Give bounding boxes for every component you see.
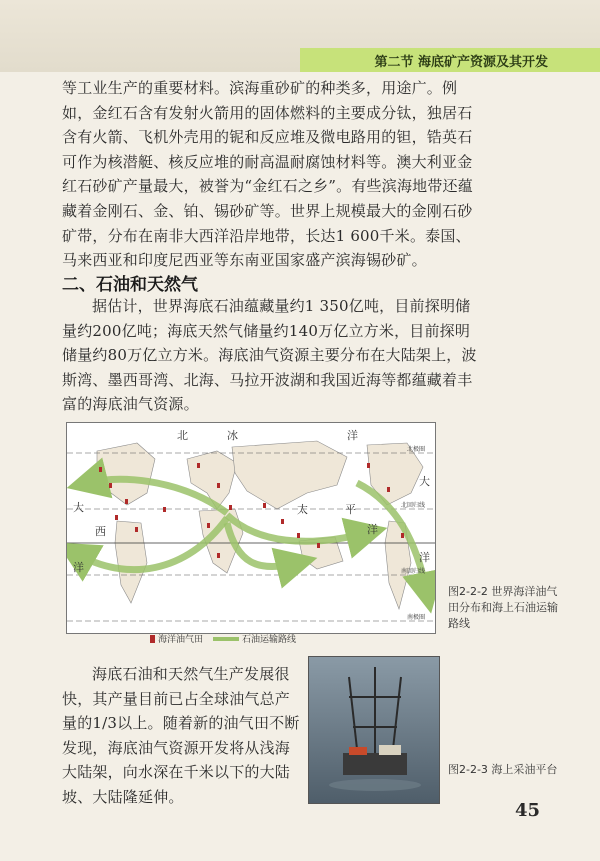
label-arctic: 北极圈 — [407, 446, 426, 453]
paragraph-minerals: 等工业生产的重要材料。滨海重砂矿的种类多，用途广。例如，金红石含有发射火箭用的固体燃料的主要成分钛，独居石含有火箭、飞机外壳用的铌和反应堆及微电路用的钽，锆英石可作为核潜艇、核反应堆的耐高温耐腐蚀材料等。澳大利亚金红石砂矿产量最大，被誉为“金红石之乡”。有些滨海地带还蕴藏着金刚石、金、铂、锡砂矿等。世界上规模最大的金刚石砂矿带，分布在南非大西洋沿岸地带，长达1 600千米。泰国、马来西亚和印度尼西亚等东南亚国家盛产滨海锡砂矿。 — [62, 79, 473, 270]
oil-platform-image — [309, 657, 439, 803]
label-antarctic: 南极圈 — [407, 614, 426, 621]
legend-route — [213, 632, 296, 645]
page-number: 45 — [514, 800, 540, 821]
oil-platform-photo — [308, 656, 440, 804]
label-bing: 冰 — [227, 429, 238, 442]
oil-field-marker-icon — [150, 635, 155, 643]
legend-oil-field — [150, 632, 203, 645]
legend-route-label: 石油运输路线 — [242, 635, 297, 645]
label-yang3: 洋 — [73, 561, 84, 574]
section-heading-oil-gas: 二、石油和天然气 — [62, 275, 198, 295]
legend-oil-field-label: 海洋油气田 — [158, 635, 204, 645]
label-yang1: 洋 — [347, 429, 358, 442]
map-legend — [150, 632, 296, 645]
label-tropic-s: 南回归线 — [401, 568, 426, 575]
label-yang2: 洋 — [367, 523, 378, 536]
map-graphic — [67, 423, 435, 633]
label-xi: 西 — [95, 525, 106, 538]
section-title: 第二节 海底矿产资源及其开发 — [374, 55, 548, 70]
paragraph-oil-reserves: 据估计，世界海底石油蕴藏量约1 350亿吨，目前探明储量约200亿吨；海底天然气储量约140万亿立方米，目前探明储量约80万亿立方米。海底油气资源主要分布在大陆架上，波斯湾、墨西哥湾、北海、马拉开波湖和我国近海等都蕴藏着丰富的海底油气资源。 — [62, 297, 477, 414]
paragraph-production: 海底石油和天然气生产发展很快，其产量目前已占全球油气总产量的1/3以上。随着新的油气田不断发现，海底油气资源开发将从浅海大陆架，向水深在千米以下的大陆坡、大陆隆延伸。 — [62, 665, 300, 806]
label-tropic-n: 北回归线 — [401, 502, 426, 509]
world-oil-map — [66, 422, 436, 634]
page-header — [0, 0, 600, 72]
figure-caption-map: 图2-2-2 世界海洋油气田分布和海上石油运输路线 — [448, 585, 558, 630]
label-north: 北 — [177, 429, 188, 442]
label-tai: 太 — [297, 503, 308, 516]
figure-caption-platform: 图2-2-3 海上采油平台 — [448, 763, 558, 776]
route-arrow-icon — [213, 637, 239, 641]
label-ping: 平 — [345, 503, 356, 516]
label-yang4: 洋 — [419, 551, 430, 564]
label-da2: 大 — [419, 475, 430, 488]
label-da1: 大 — [73, 501, 84, 514]
